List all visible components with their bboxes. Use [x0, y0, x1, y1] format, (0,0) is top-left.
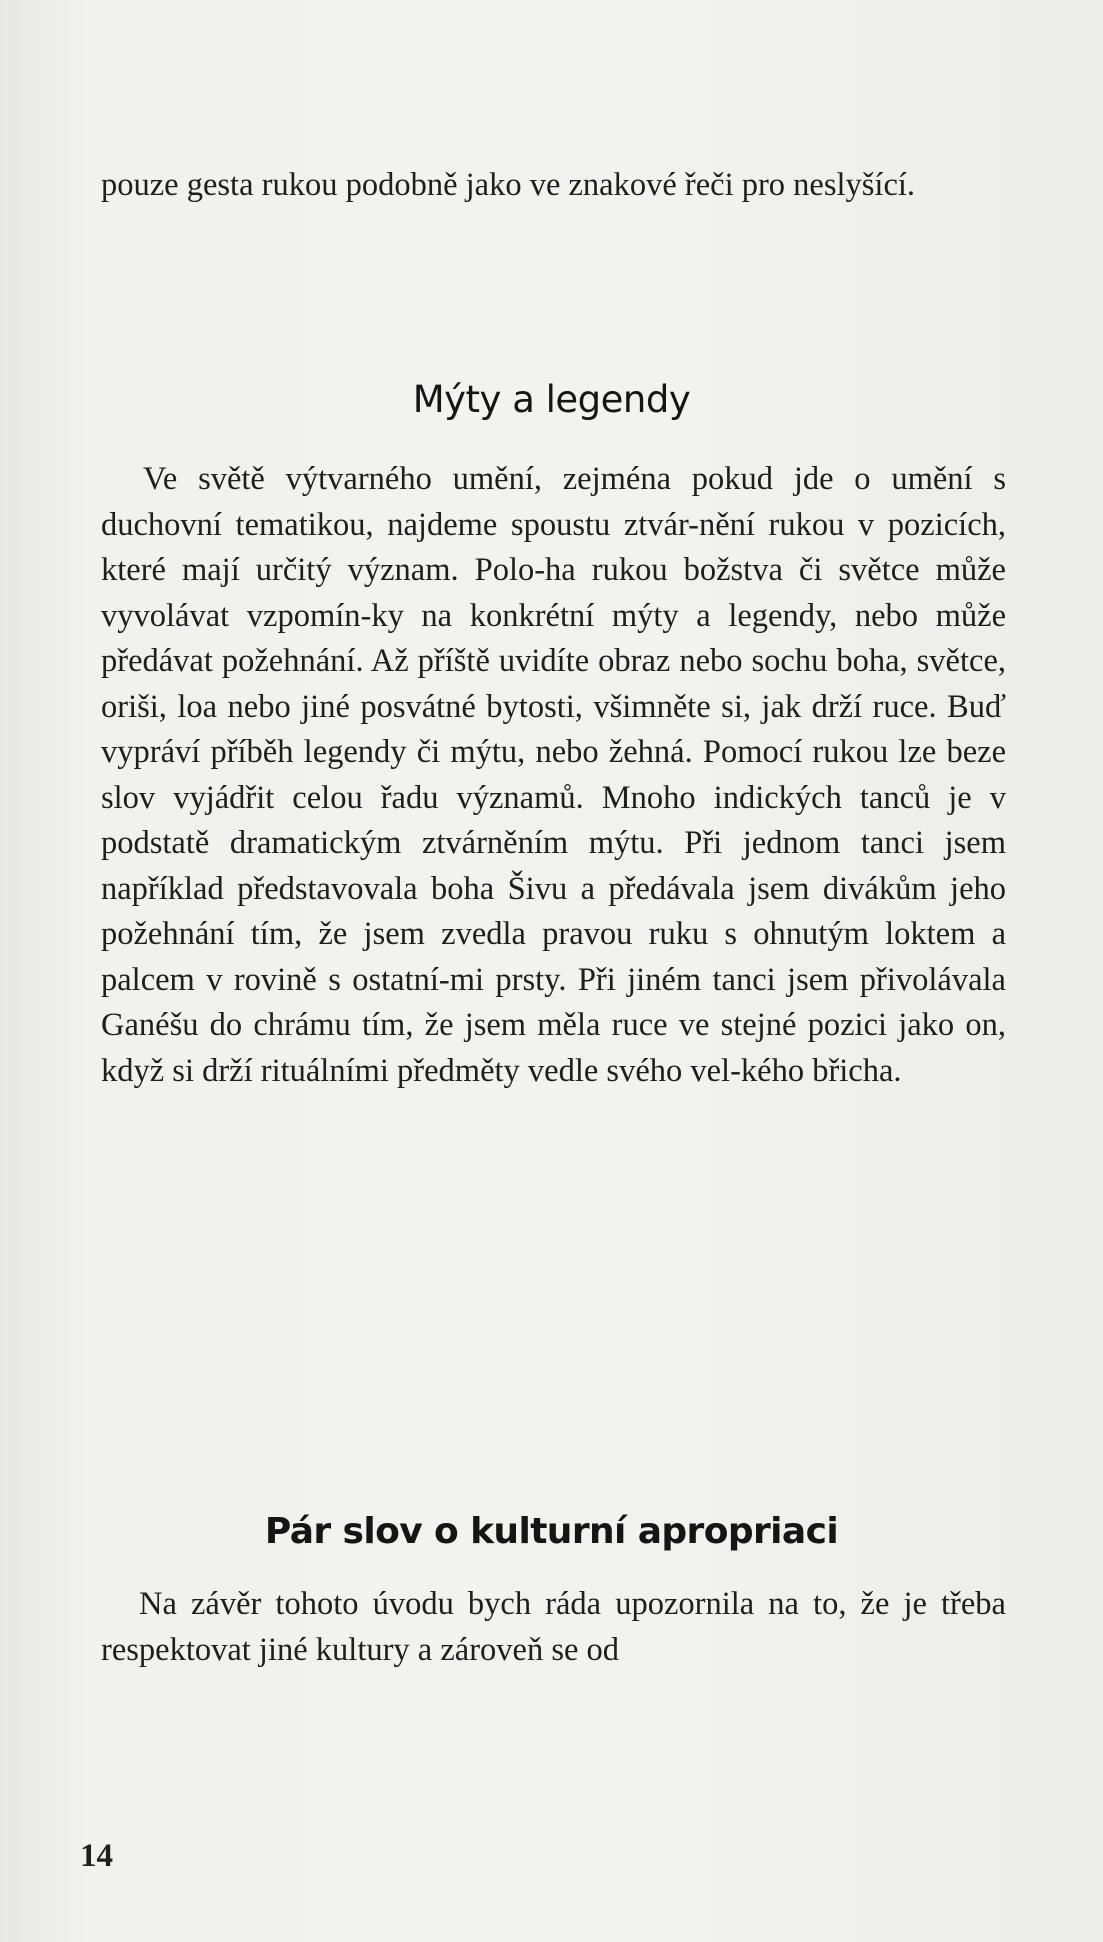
paragraph-continuation: pouze gesta rukou podobně jako ve znakové řeči pro neslyšící. — [101, 167, 916, 203]
paragraph-myths-legends: Ve světě výtvarného umění, zejména pokud jde o umění s duchovní tematikou, najdeme spoustu ztvár-nění rukou v pozicích, které mají určitý význam. Polo-ha rukou božstva či světce může vyvolávat vzpomín-ky na konkrétní mýty a legendy, nebo může předávat požehnání. Až příště uvidíte obraz nebo sochu boha, světce, oriši, loa nebo jiné posvátné bytosti, všimněte si, jak drží ruce. Buď vypráví příběh legendy či mýtu, nebo žehná. Pomocí rukou lze beze slov vyjádřit celou řadu významů. Mnoho indických tanců je v podstatě dramatickým ztvárněním mýtu. Při jednom tanci jsem například představovala boha Šivu a předávala jsem divákům jeho požehnání tím, že jsem zvedla pravou ruku s ohnutým loktem a palcem v rovině s ostatní-mi prsty. Při jiném tanci jsem přivolávala Ganéšu do chrámu tím, že jsem měla ruce ve stejné pozici jako on, když si drží rituálními předměty vedle svého vel-kého břicha. — [101, 461, 1006, 1089]
section-heading-myths: Mýty a legendy — [412, 378, 691, 421]
paragraph-cultural-appropriation: Na závěr tohoto úvodu bych ráda upozornila na to, že je třeba respektovat jiné kultury a zároveň se od — [101, 1586, 1006, 1668]
page-number: 14 — [80, 1838, 113, 1874]
section-heading-cultural-appropriation: Pár slov o kulturní apropriaci — [264, 1511, 839, 1552]
